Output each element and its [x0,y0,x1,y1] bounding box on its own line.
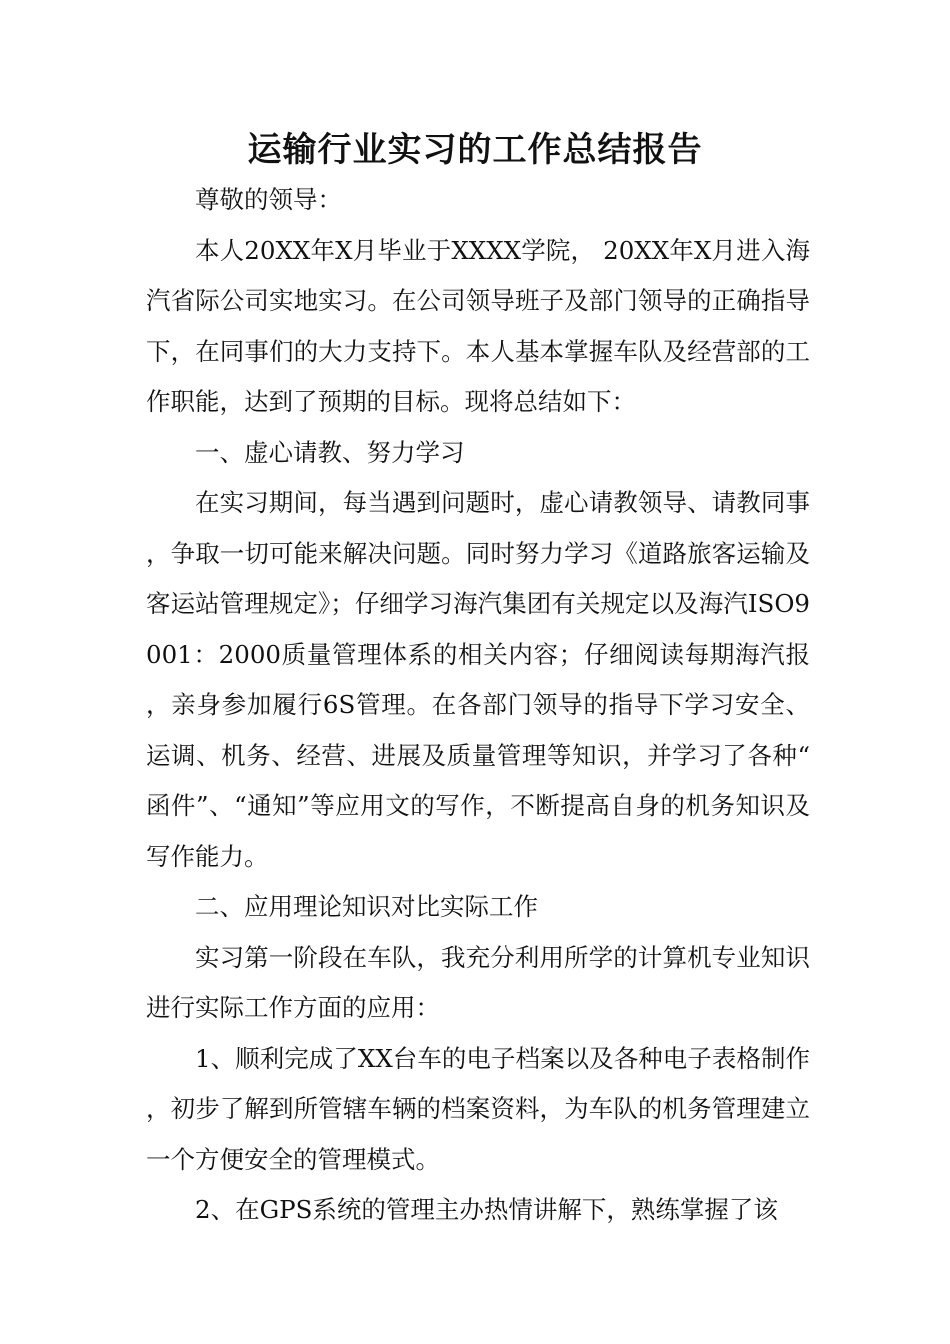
section-heading-2: 二、应用理论知识对比实际工作 [195,892,538,921]
paragraph-first-stage: 实习第一阶段在车队，我充分利用所学的计算机专业知识进行实际工作方面的应用： [146,942,810,1022]
paragraph-salutation: 尊敬的领导： [195,185,342,214]
section-heading-1: 一、虚心请教、努力学习 [195,437,465,467]
list-item-2: 2、在GPS系统的管理主办热情讲解下，熟练掌握了该 [195,1195,778,1224]
paragraph-introduction: 本人20XX年X月毕业于XXXX学院， 20XX年X月进入海汽省际公司实地实习。在公司领导班子及部门领导的正确指导下，在同事们的大力支持下。本人基本掌握车队及经营部的工作职能，达到了预期的目标。现将总结如下： [146,235,810,416]
document-title: 运输行业实习的工作总结报告 [247,130,703,170]
paragraph-learning: 在实习期间，每当遇到问题时，虚心请教领导、请教同事，争取一切可能来解决问题。同时努力学习《道路旅客运输及客运站管理规定》；仔细学习海汽集团有关规定以及海汽ISO9001：2000质量管理体系的相关内容；仔细阅读每期海汽报，亲身参加履行6S管理。在各部门领导的指导下学习安全、运调、机务、经营、进展及质量管理等知识，并学习了各种“函件”、“通知”等应用文的写作，不断提高自身的机务知识及写作能力。 [146,488,810,871]
list-item-1: 1、顺利完成了XX台车的电子档案以及各种电子表格制作，初步了解到所管辖车辆的档案资料，为车队的机务管理建立一个方便安全的管理模式。 [146,1043,810,1174]
document-body [146,175,810,1236]
